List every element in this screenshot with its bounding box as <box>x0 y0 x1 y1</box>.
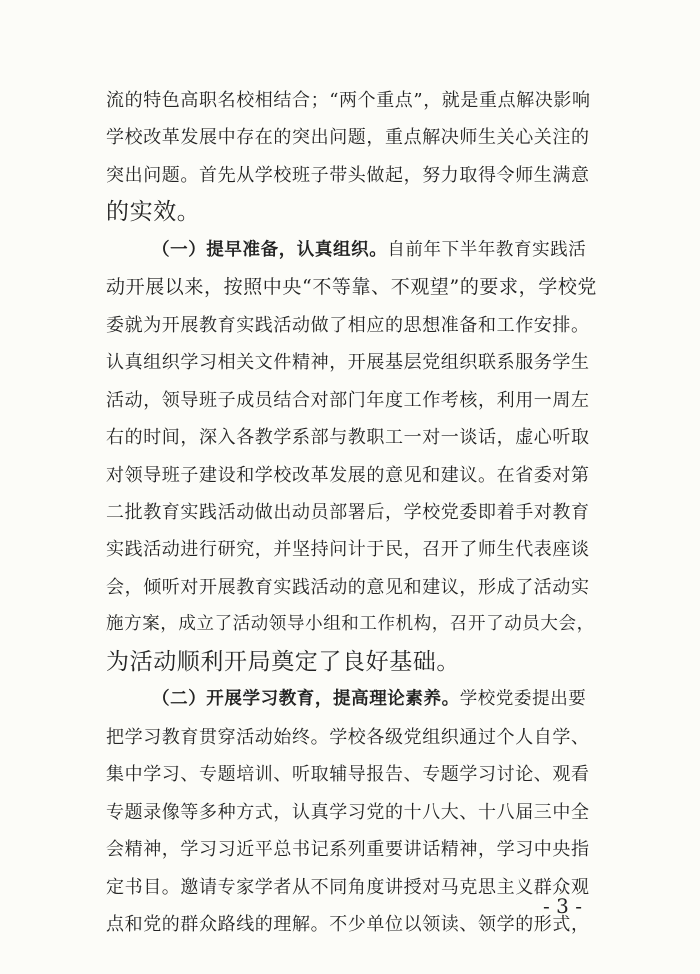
text-line: 对领导班子建设和学校改革发展的意见和建议。在省委对第 <box>106 464 590 486</box>
text-line: 实践活动进行研究，并坚持问计于民，召开了师生代表座谈 <box>106 539 590 561</box>
text-line: 点和党的群众路线的理解。不少单位以领读、领学的形式， <box>106 913 590 935</box>
section-heading: （一）提早准备，认真组织。 <box>152 239 388 260</box>
text-line: 学校改革发展中存在的突出问题，重点解决师生关心关注的 <box>106 127 590 149</box>
text-run: 学校党委提出要 <box>459 689 587 710</box>
paragraph-section-1 <box>106 232 596 681</box>
text-line: 二批教育实践活动做出动员部署后，学校党委即着手对教育 <box>106 501 590 523</box>
text-line: 施方案，成立了活动领导小组和工作机构，召开了动员大会， <box>106 614 595 635</box>
text-line: 活动，领导班子成员结合对部门年度工作考核，利用一周左 <box>106 389 590 411</box>
text-line: 把学习教育贯穿活动始终。学校各级党组织通过个人自学、 <box>106 726 590 748</box>
page-number: - 3 - <box>543 894 582 918</box>
text-line: 突出问题。首先从学校班子带头做起，努力取得令师生满意 <box>106 164 590 186</box>
text-line: 为活动顺利开局奠定了良好基础。 <box>106 648 460 675</box>
text-line: 集中学习、专题培训、听取辅导报告、专题学习讨论、观看 <box>106 764 590 786</box>
paragraph-section-2 <box>106 681 596 943</box>
text-line: 动开展以来，按照中央“不等靠、不观望”的要求，学校党 <box>106 276 598 299</box>
section-first-line <box>106 232 596 269</box>
paragraph-intro <box>106 82 596 232</box>
text-line: 会精神，学习习近平总书记系列重要讲话精神，学习中央指 <box>106 839 590 861</box>
section-heading: （二）开展学习教育，提高理论素养。 <box>152 689 460 710</box>
text-line: 右的时间，深入各教学系部与教职工一对一谈话，虚心听取 <box>106 427 590 449</box>
text-line: 定书目。邀请专家学者从不同角度讲授对马克思主义群众观 <box>106 876 590 898</box>
text-line: 会，倾听对开展教育实践活动的意见和建议，形成了活动实 <box>106 576 590 598</box>
text-line: 认真组织学习相关文件精神，开展基层党组织联系服务学生 <box>106 352 590 374</box>
text-run: 自前年下半年教育实践活 <box>387 239 587 260</box>
text-line: 专题录像等多种方式，认真学习党的十八大、十八届三中全 <box>106 801 590 823</box>
text-line: 流的特色高职名校相结合；“两个重点”，就是重点解决影响 <box>106 90 591 111</box>
text-line: 的实效。 <box>106 199 201 226</box>
text-line: 委就为开展教育实践活动做了相应的思想准备和工作安排。 <box>106 314 590 336</box>
document-body <box>106 82 596 943</box>
section-first-line <box>106 681 596 718</box>
